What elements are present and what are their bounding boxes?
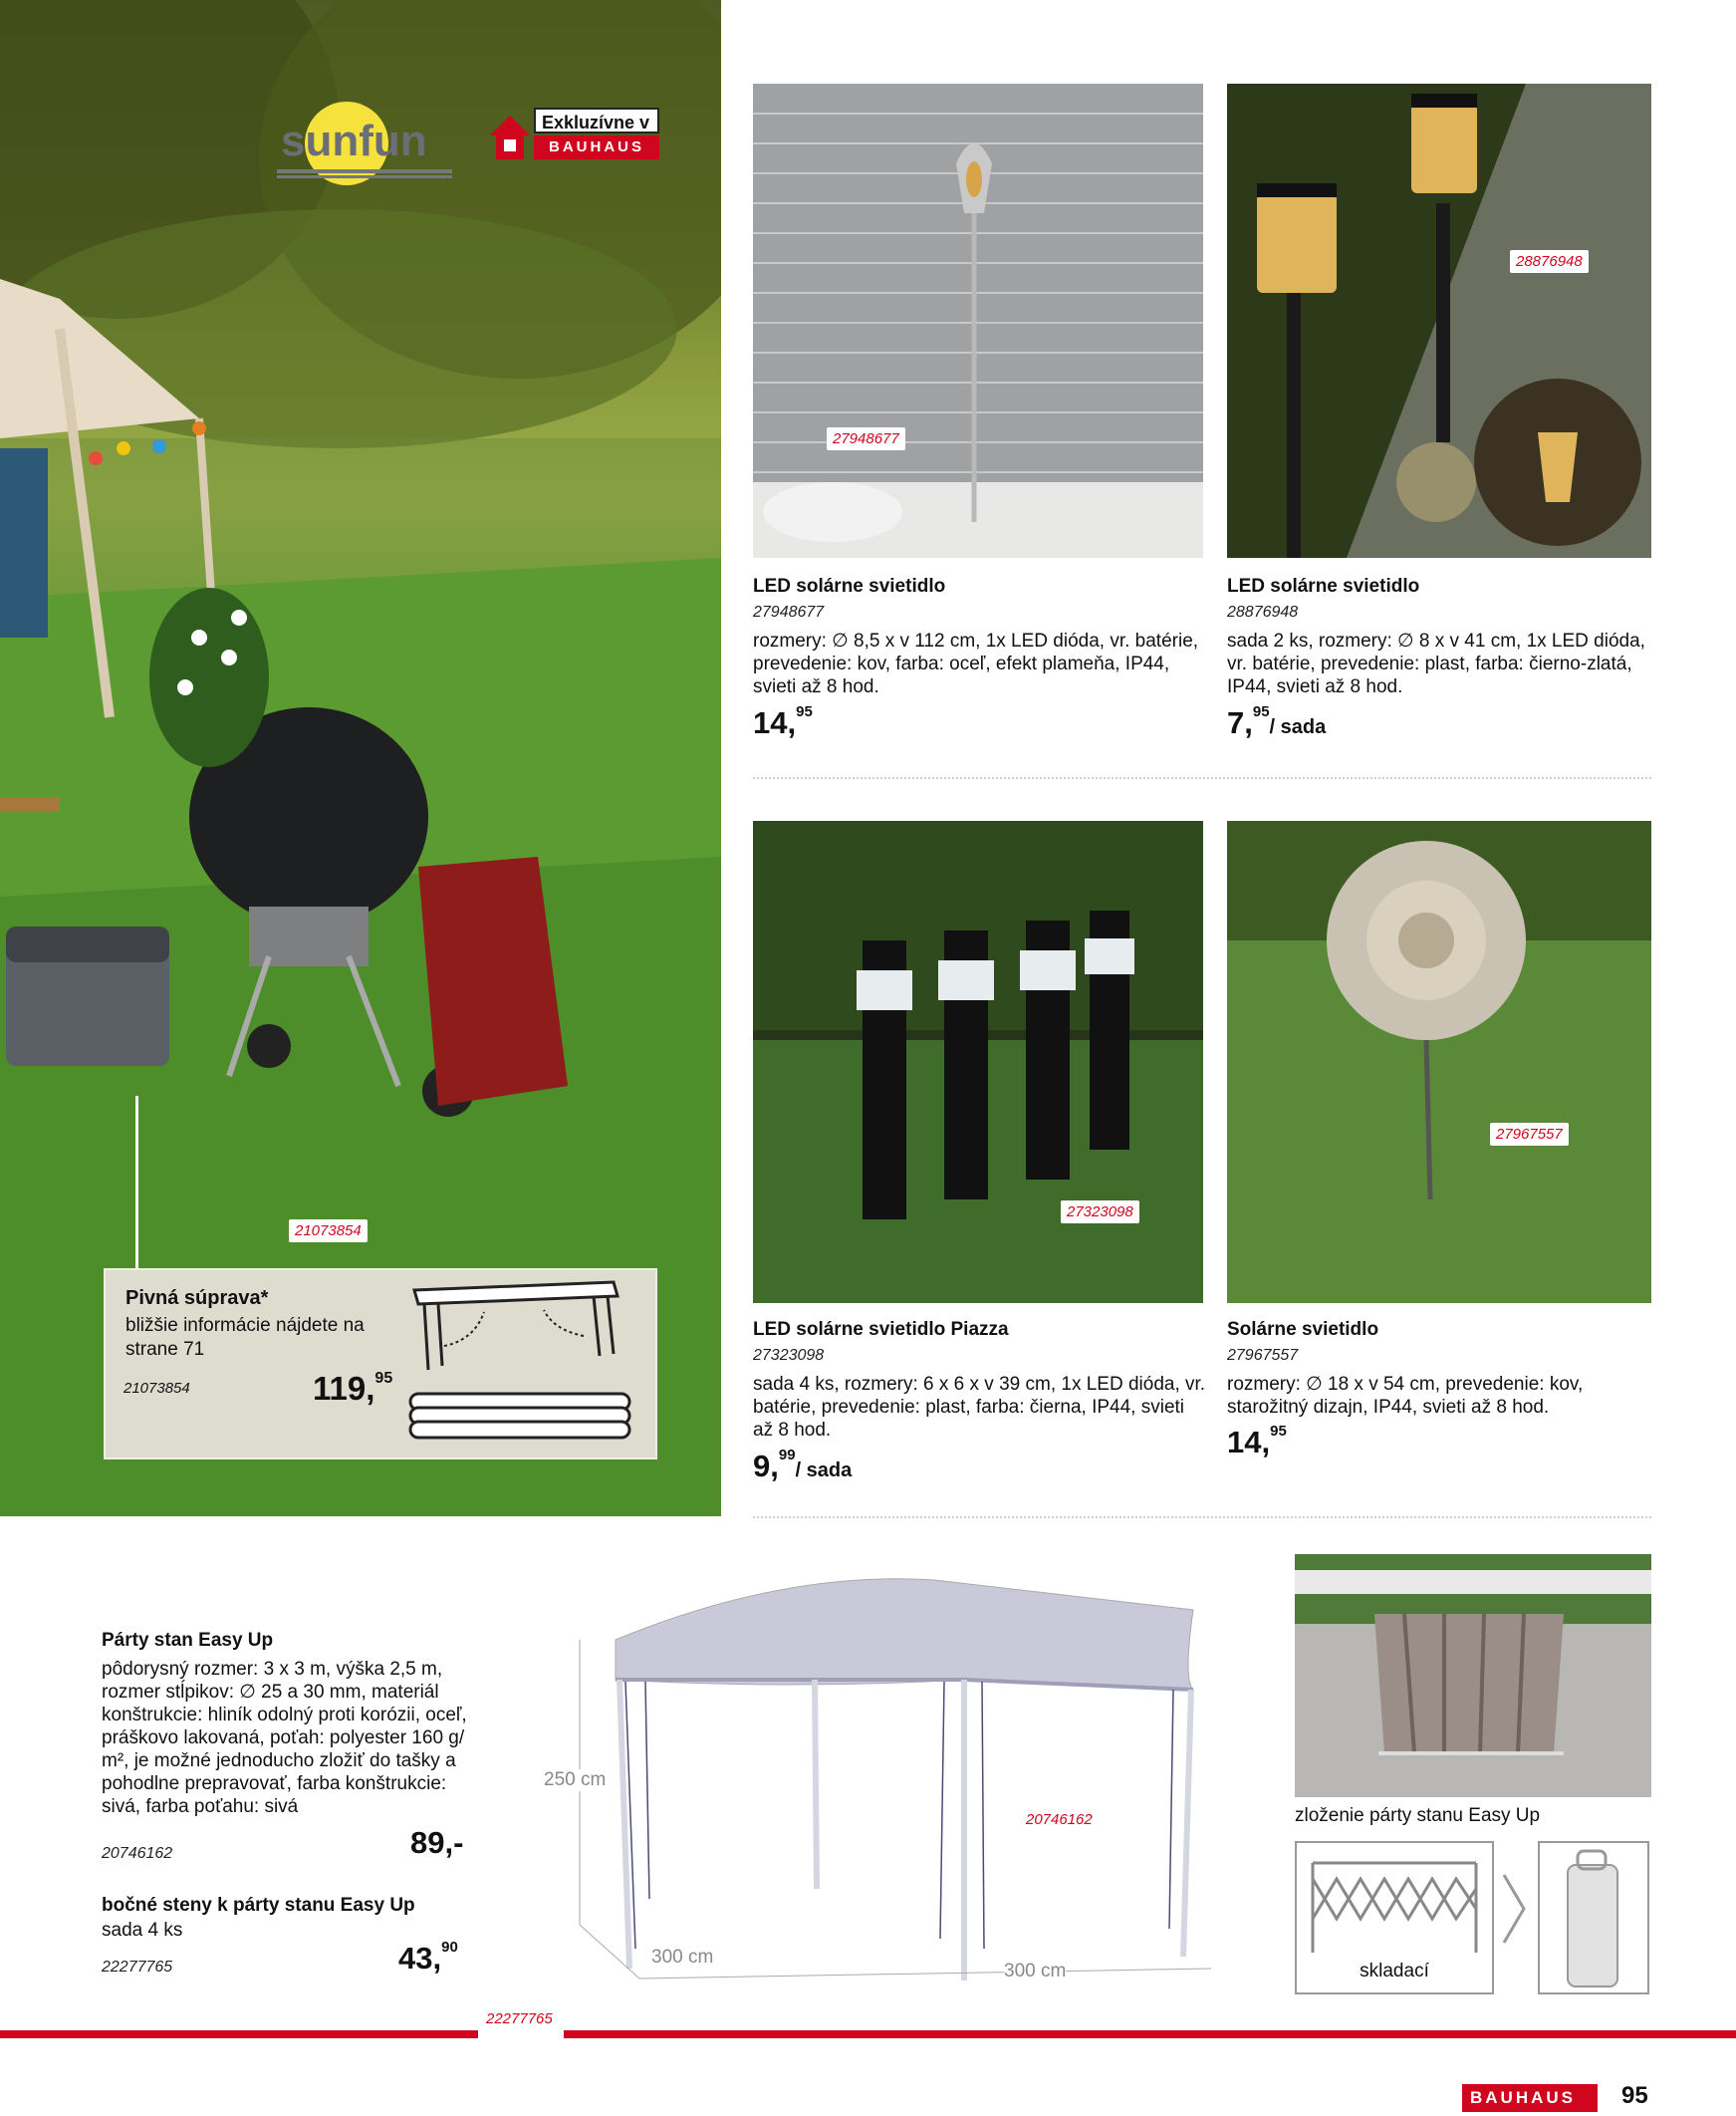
product-3-price: 9,99/ sada: [753, 1447, 853, 1483]
footer-bauhaus-logo: BAUHAUS: [1462, 2084, 1598, 2110]
beer-set-desc: bližšie informácie nájdete na strane 71: [125, 1315, 365, 1360]
product-2-image: [1227, 84, 1651, 558]
product-1-desc: rozmery: ∅ 8,5 x v 112 cm, 1x LED dióda, vr. batérie, prevedenie: kov, farba: oceľ, efekt plameňa, IP44, svieti až 8 hod.: [753, 631, 1199, 697]
tent-height-label: 250 cm: [544, 1769, 607, 1790]
product-1-image: [753, 84, 1203, 558]
tent-desc: pôdorysný rozmer: 3 x 3 m, výška 2,5 m, rozmer stĺpikov: ∅ 25 a 30 mm, materiál konštrukcie: hliník odolný proti korózii, oceľ, práškovo lakovaná, poťah: polyester 160 g/ m², je možné jednoducho zložiť do tašky a pohodlne prepravovať, farba konštrukcie: sivá, farba poťahu: sivá: [102, 1659, 467, 1817]
tent-price: 89,-: [410, 1825, 464, 1860]
pointer-line: [135, 1096, 138, 1270]
product-4-code: 27967557: [1227, 1347, 1299, 1364]
product-4-desc: rozmery: ∅ 18 x v 54 cm, prevedenie: kov, starožitný dizajn, IP44, svieti až 8 hod.: [1227, 1374, 1584, 1418]
product-4-title: Solárne svietidlo: [1227, 1319, 1379, 1340]
exclusive-badge: [488, 108, 661, 163]
fold-caption: zloženie párty stanu Easy Up: [1295, 1805, 1541, 1826]
product-1-price: 14,95: [753, 703, 813, 740]
sidewalls-title: bočné steny k párty stanu Easy Up: [102, 1895, 415, 1916]
product-1-code: 27948677: [753, 604, 825, 621]
product-2-code: 28876948: [1227, 604, 1299, 621]
footer-line-left: [0, 2030, 478, 2038]
product-2-desc: sada 2 ks, rozmery: ∅ 8 x v 41 cm, 1x LED dióda, vr. batérie, prevedenie: plast, farba: čierno-zlatá, IP44, svieti až 8 hod.: [1227, 631, 1645, 697]
beer-set-price: 119,95: [313, 1370, 393, 1407]
product-4-code-tag: 27967557: [1490, 1126, 1569, 1144]
page-number: 95: [1621, 2082, 1648, 2109]
exclusive-store: BAUHAUS: [534, 135, 659, 159]
footer-line-right: [564, 2030, 1736, 2038]
product-2-price: 7,95/ sada: [1227, 703, 1327, 740]
sidewalls-code: 22277765: [102, 1959, 173, 1976]
chevron-right-icon: [1502, 1873, 1526, 1950]
tent-title: Párty stan Easy Up: [102, 1630, 274, 1651]
tent-width-label: 300 cm: [1004, 1961, 1067, 1982]
separator: [753, 1516, 1651, 1518]
separator: [753, 777, 1651, 779]
beer-table-illustration: [404, 1270, 643, 1450]
sidewalls-desc: sada 4 ks: [102, 1920, 183, 1941]
house-icon: [488, 110, 532, 161]
product-3-code-tag: 27323098: [1061, 1203, 1139, 1221]
beer-set-code: 21073854: [124, 1380, 190, 1397]
exclusive-label: Exkluzívne v: [534, 108, 659, 133]
beer-set-title: Pivná súprava*: [125, 1287, 269, 1309]
tent-depth-label: 300 cm: [651, 1947, 714, 1968]
sidewalls-code-tag: 22277765: [486, 2010, 553, 2027]
product-1-title: LED solárne svietidlo: [753, 576, 946, 597]
product-2-title: LED solárne svietidlo: [1227, 576, 1420, 597]
sunfun-logo: [277, 96, 456, 185]
product-1-code-tag: 27948677: [827, 430, 905, 448]
fold-diagram-open: [1295, 1841, 1494, 1994]
fold-label: skladací: [1360, 1961, 1429, 1982]
beer-set-code-tag: 21073854: [289, 1222, 368, 1240]
beer-set-card: [104, 1268, 657, 1459]
sunfun-logo-text: sunfun: [281, 117, 427, 165]
tent-code: 20746162: [102, 1845, 173, 1862]
product-2-code-tag: 28876948: [1510, 253, 1589, 271]
tent-illustration: [546, 1550, 1223, 2008]
product-3-code: 27323098: [753, 1347, 825, 1364]
product-3-title: LED solárne svietidlo Piazza: [753, 1319, 1009, 1340]
folded-tent-photo: [1295, 1554, 1651, 1797]
fold-diagram-closed: [1538, 1841, 1649, 1994]
product-3-image: [753, 821, 1203, 1303]
product-3-desc: sada 4 ks, rozmery: 6 x 6 x v 39 cm, 1x LED dióda, vr. batérie, prevedenie: plast, farba: čierna, IP44, svieti až 8 hod.: [753, 1374, 1206, 1441]
sidewalls-price: 43,90: [398, 1939, 458, 1976]
product-4-price: 14,95: [1227, 1423, 1287, 1459]
tent-code-tag: 20746162: [1026, 1811, 1093, 1828]
product-4-image: [1227, 821, 1651, 1303]
